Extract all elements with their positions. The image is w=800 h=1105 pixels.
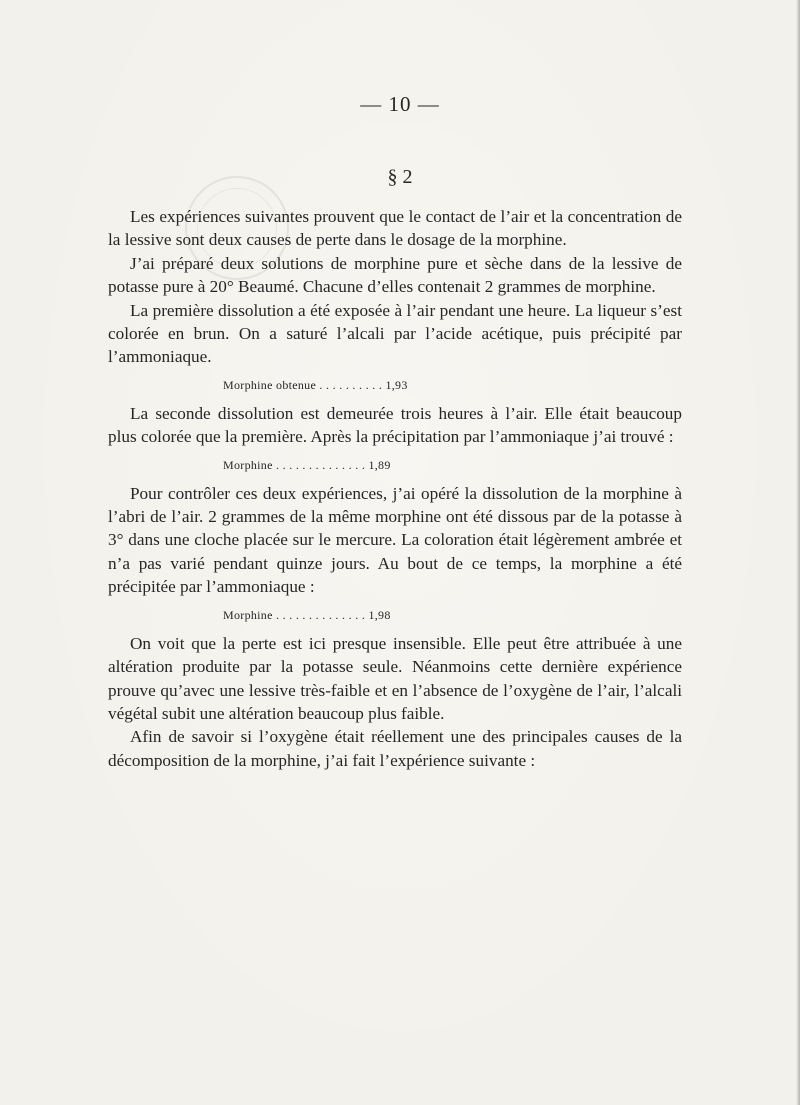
- result-value: 1,98: [368, 607, 391, 622]
- result-value: 1,93: [385, 377, 408, 392]
- result-line: [108, 378, 682, 392]
- page-number: — 10 —: [360, 92, 440, 116]
- leader-dots: . . . . . . . . . . . . . .: [272, 607, 369, 622]
- result-line: [108, 458, 682, 472]
- paragraph: Pour contrôler ces deux expériences, j’ai opéré la dissolution de la morphine à l’abri de l’air. 2 grammes de la même morphine ont été dissous par de la potasse à 3° dans une cloche placée sur le mercure. La coloration était légèrement ambrée et n’a pas varié pendant quinze jours. Au bout de ce temps, la morphine a été précipitée par l’ammoniaque :: [108, 483, 682, 597]
- paragraph: On voit que la perte est ici presque insensible. Elle peut être attribuée à une altération produite par la potasse seule. Néanmoins cette dernière expérience prouve qu’avec une lessive très-faible et en l’absence de l’oxygène de l’air, l’alcali végétal subit une altération beaucoup plus faible.: [108, 633, 682, 723]
- paragraph: Les expériences suivantes prouvent que le contact de l’air et la concentration de la lessive sont deux causes de perte dans le dosage de la morphine.: [108, 207, 682, 250]
- body-text: [108, 205, 682, 772]
- paragraph: La première dissolution a été exposée à l’air pendant une heure. La liqueur s’est colorée en brun. On a saturé l’alcali par l’acide acétique, puis précipité par l’ammoniaque.: [108, 300, 682, 367]
- paragraph: J’ai préparé deux solutions de morphine pure et sèche dans de la lessive de potasse pure à 20° Beaumé. Chacune d’elles contenait 2 grammes de morphine.: [108, 253, 682, 297]
- paragraph: La seconde dissolution est demeurée trois heures à l’air. Elle était beaucoup plus colorée que la première. Après la précipitation par l’ammoniaque j’ai trouvé :: [108, 403, 682, 447]
- result-value: 1,89: [368, 457, 391, 472]
- result-label: Morphine obtenue: [223, 377, 317, 392]
- leader-dots: . . . . . . . . . . . . . .: [272, 457, 369, 472]
- result-label: Morphine: [223, 457, 273, 472]
- leader-dots: . . . . . . . . . .: [316, 377, 386, 392]
- paragraph: Afin de savoir si l’oxygène était réellement une des principales causes de la décomposition de la morphine, j’ai fait l’expérience suivante :: [108, 727, 682, 770]
- section-heading: § 2: [387, 166, 413, 188]
- result-label: Morphine: [223, 607, 273, 622]
- result-line: [108, 608, 682, 622]
